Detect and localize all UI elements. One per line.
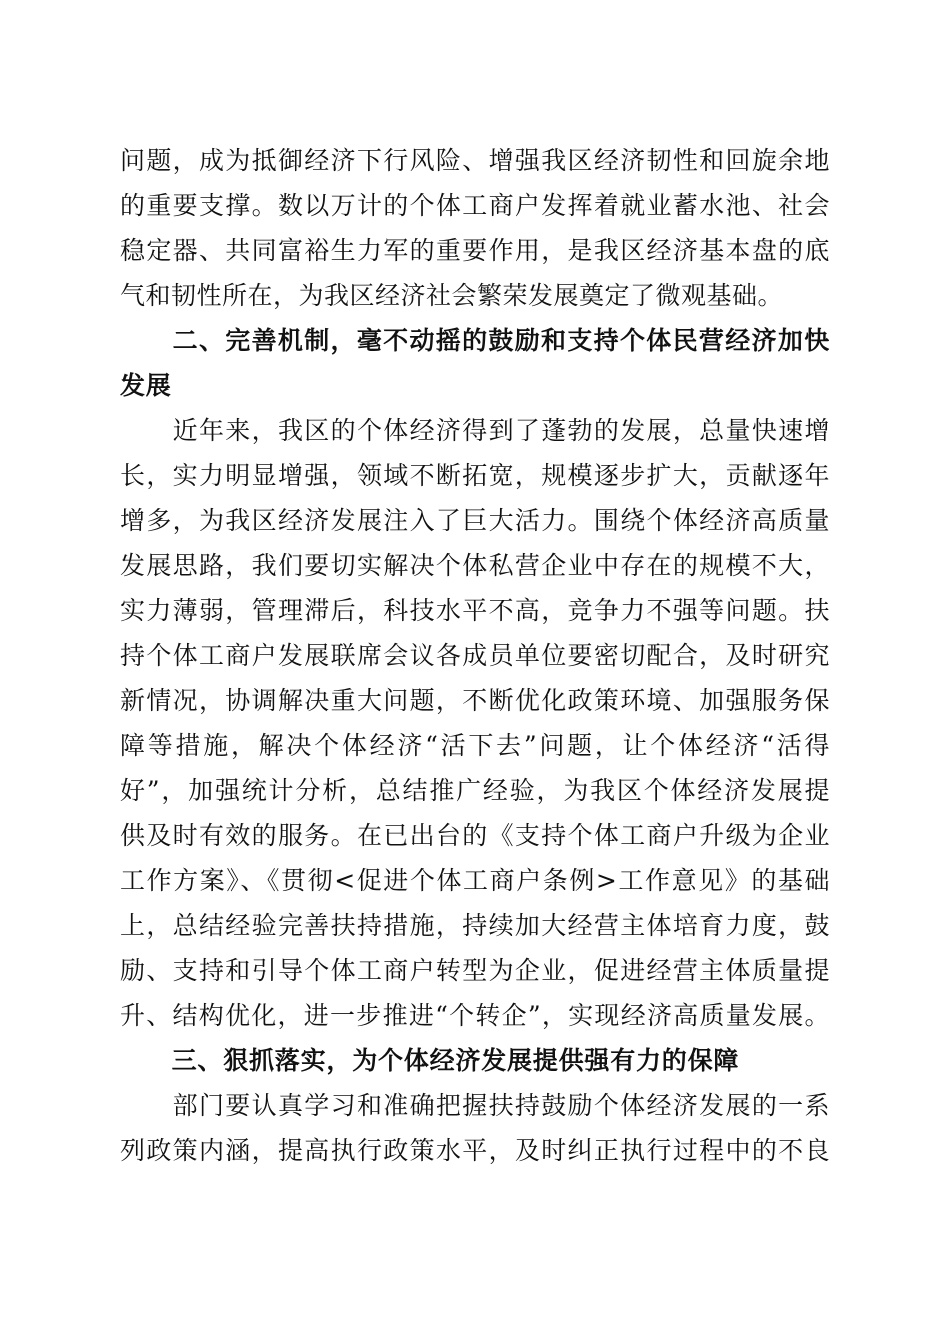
heading-line: 三、狠抓落实，为个体经济发展提供强有力的保障: [120, 1046, 740, 1075]
section-heading-2: [120, 318, 830, 408]
heading-line: 二、完善机制，毫不动摇的鼓励和支持个体民营经济加快: [120, 326, 830, 355]
document-page: [120, 138, 830, 1173]
text-line: 新情况，协调解决重大问题，不断优化政策环境、加强服务保: [120, 686, 830, 715]
text-line: 长，实力明显增强，领域不断拓宽，规模逐步扩大，贡献逐年: [120, 461, 830, 490]
text-line: 供及时有效的服务。在已出台的《支持个体工商户升级为企业: [120, 821, 830, 850]
text-line: 励、支持和引导个体工商户转型为企业，促进经营主体质量提: [120, 956, 830, 985]
text-line: 稳定器、共同富裕生力军的重要作用，是我区经济基本盘的底: [120, 236, 830, 265]
text-line: 升、结构优化，进一步推进“个转企”，实现经济高质量发展。: [120, 1001, 830, 1030]
text-line: 好”，加强统计分析，总结推广经验，为我区个体经济发展提: [120, 776, 830, 805]
text-line: 发展思路，我们要切实解决个体私营企业中存在的规模不大，: [120, 551, 830, 580]
text-line: 列政策内涵，提高执行政策水平，及时纠正执行过程中的不良: [120, 1136, 830, 1165]
text-line: 障等措施，解决个体经济“活下去”问题，让个体经济“活得: [120, 731, 830, 760]
section-heading-3: [120, 1038, 830, 1083]
text-line: 增多，为我区经济发展注入了巨大活力。围绕个体经济高质量: [120, 506, 830, 535]
text-line: 上，总结经验完善扶持措施，持续加大经营主体培育力度，鼓: [120, 911, 830, 940]
text-line: 气和韧性所在，为我区经济社会繁荣发展奠定了微观基础。: [120, 281, 784, 310]
heading-line: 发展: [120, 371, 172, 400]
text-line: 持个体工商户发展联席会议各成员单位要密切配合，及时研究: [120, 641, 830, 670]
text-line: 实力薄弱，管理滞后，科技水平不高，竞争力不强等问题。扶: [120, 596, 830, 625]
paragraph-3: [120, 1083, 830, 1173]
text-line: 的重要支撑。数以万计的个体工商户发挥着就业蓄水池、社会: [120, 191, 830, 220]
text-line: 近年来，我区的个体经济得到了蓬勃的发展，总量快速增: [120, 416, 830, 445]
text-line: 问题，成为抵御经济下行风险、增强我区经济韧性和回旋余地: [120, 146, 830, 175]
paragraph-2: [120, 408, 830, 1038]
text-line: 工作方案》、《贯彻<促进个体工商户条例>工作意见》的基础: [120, 866, 830, 895]
paragraph-1: [120, 138, 830, 318]
text-line: 部门要认真学习和准确把握扶持鼓励个体经济发展的一系: [120, 1091, 830, 1120]
